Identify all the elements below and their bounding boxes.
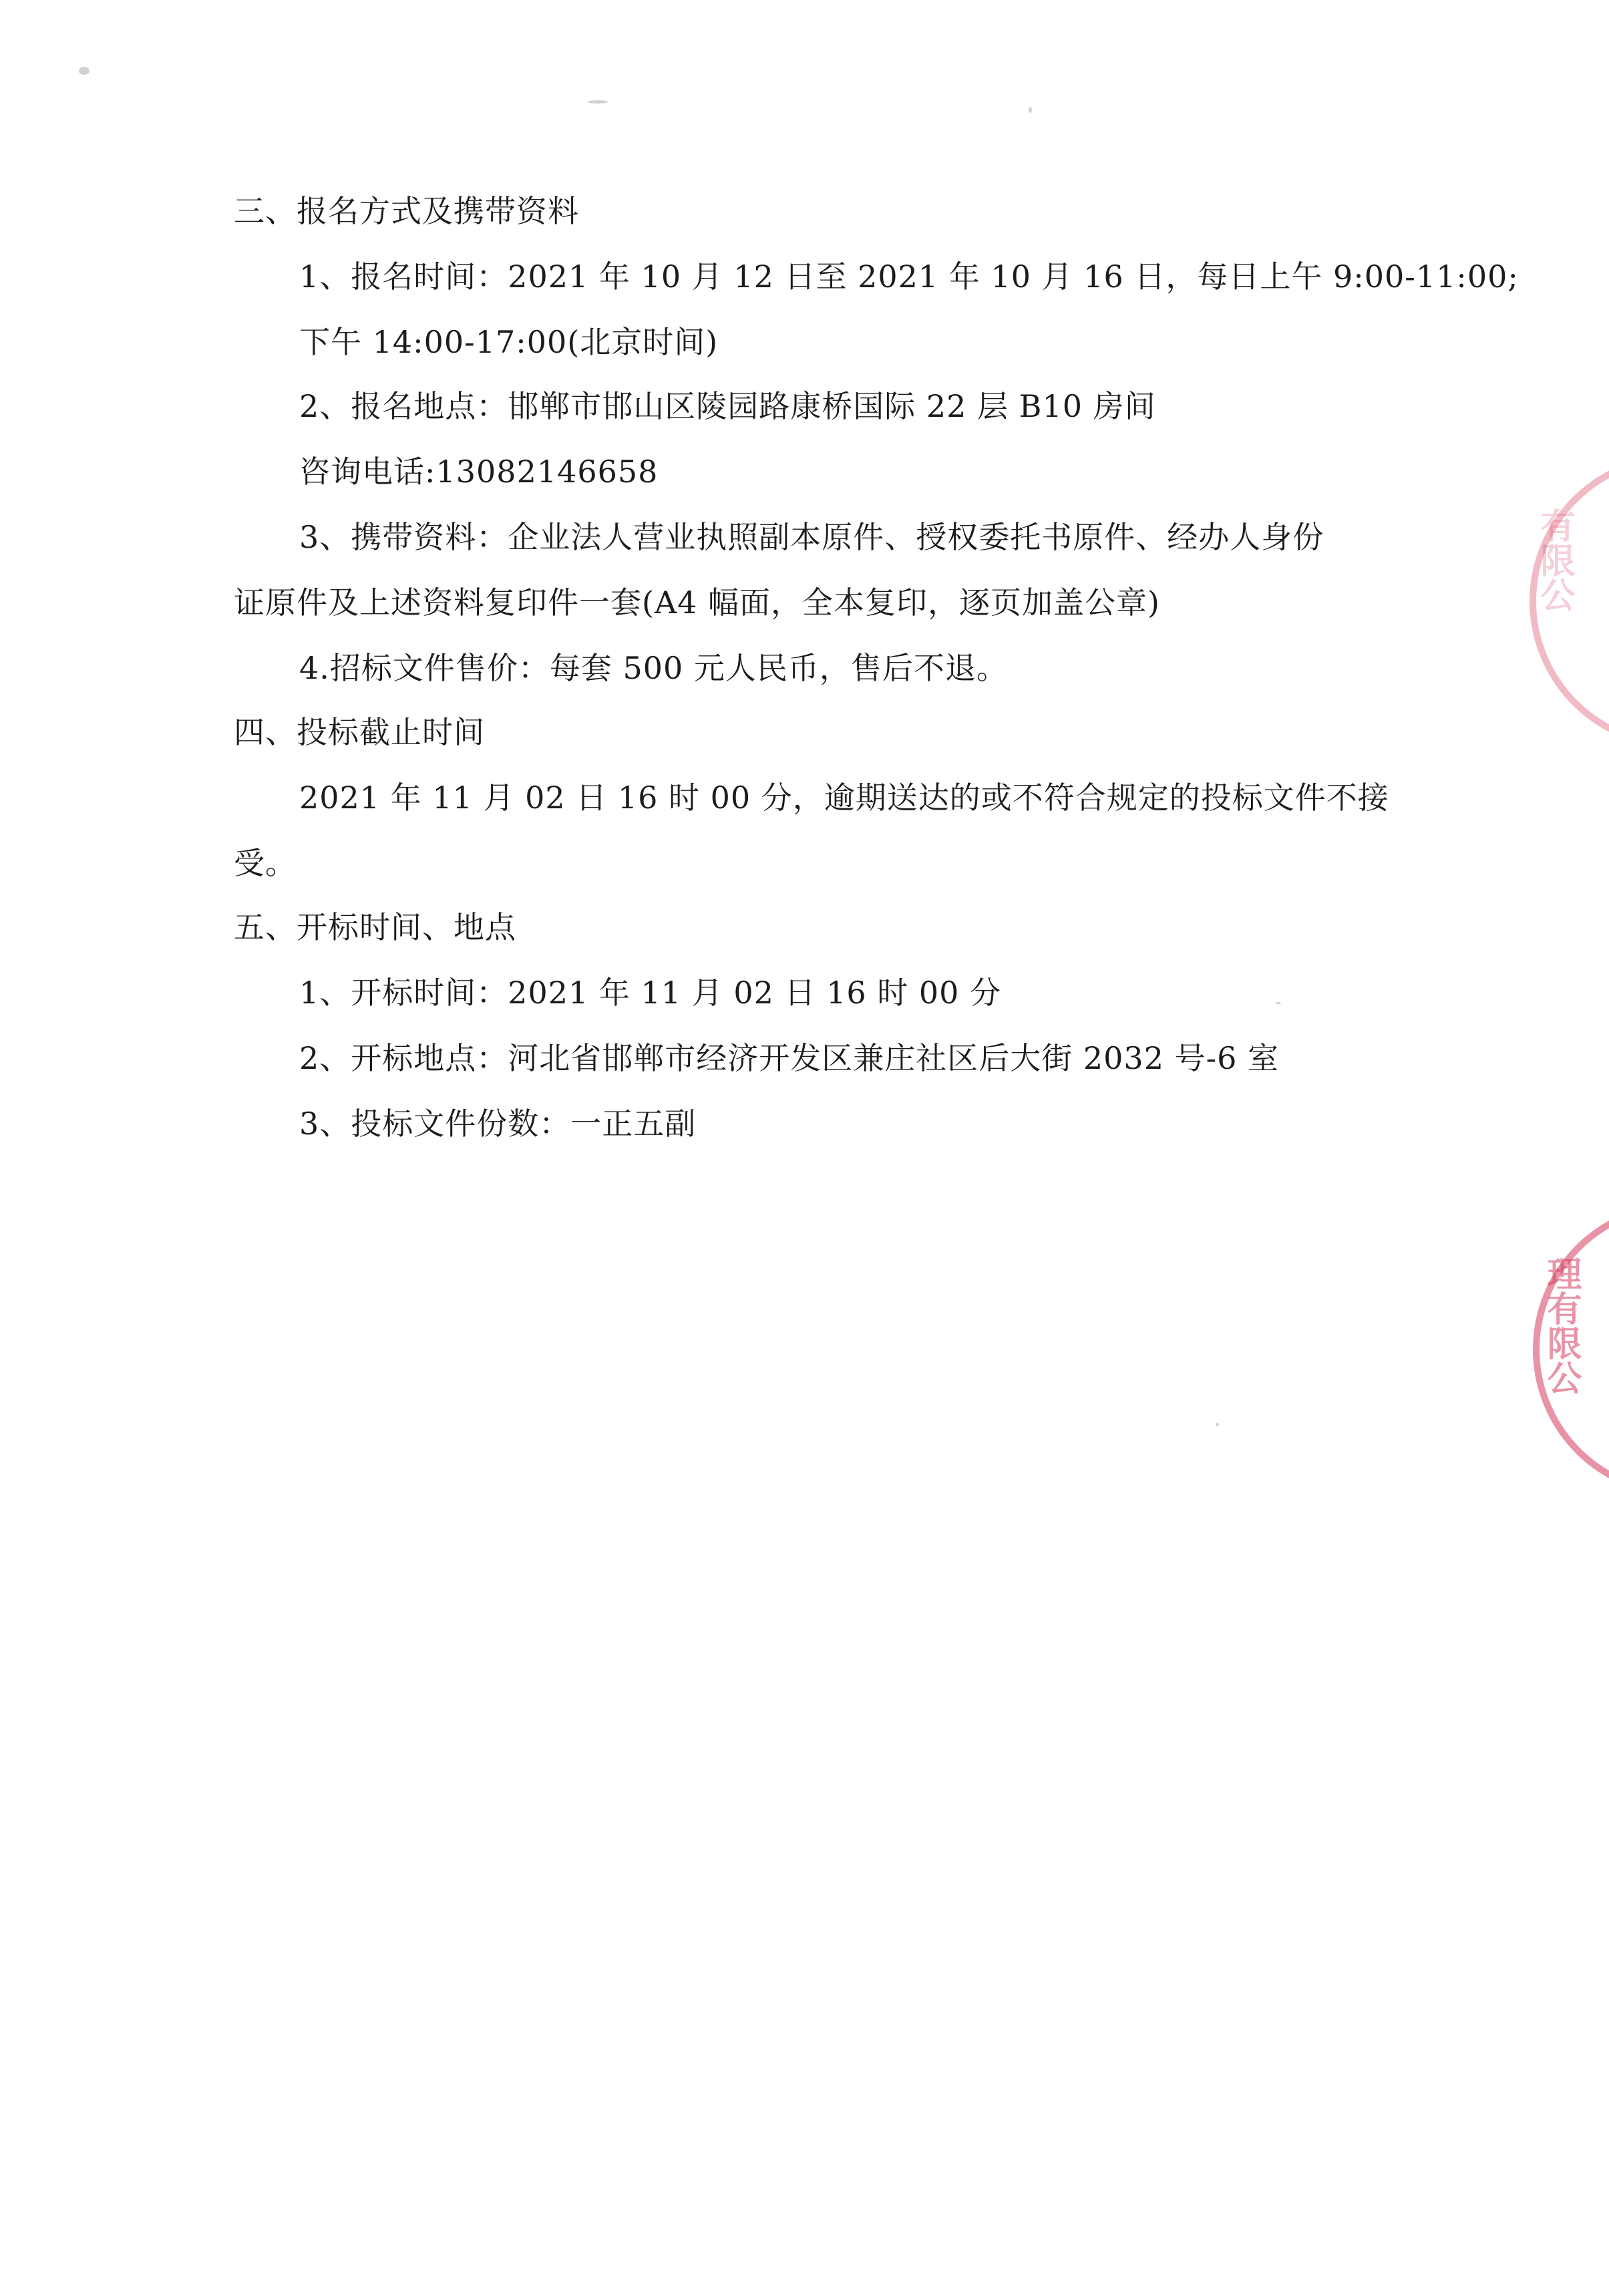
lower-seal-text: 理有限公 (1541, 1256, 1582, 1395)
document-price: 4.招标文件售价：每套 500 元人民币，售后不退。 (299, 650, 1008, 686)
scan-speck (1276, 1002, 1281, 1004)
deadline-line1: 2021 年 11 月 02 日 16 时 00 分，逾期送达的或不符合规定的投标文件不接 (299, 780, 1389, 816)
section3-heading: 三、报名方式及携带资料 (234, 193, 579, 229)
section4-heading: 四、投标截止时间 (234, 714, 485, 750)
scan-speck (588, 100, 608, 104)
registration-time-line1: 1、报名时间：2021 年 10 月 12 日至 2021 年 10 月 16 日，每日上午 9:00-11:00; (299, 259, 1519, 295)
opening-location: 2、开标地点：河北省邯郸市经济开发区兼庄社区后大街 2032 号-6 室 (299, 1040, 1280, 1076)
deadline-line2: 受。 (234, 845, 297, 881)
scan-speck (1216, 1423, 1219, 1426)
section5-heading: 五、开标时间、地点 (234, 909, 516, 945)
scan-speck (79, 67, 90, 75)
consult-phone: 咨询电话:13082146658 (299, 454, 659, 490)
required-materials-line2: 证原件及上述资料复印件一套(A4 幅面，全本复印，逐页加盖公章) (234, 585, 1161, 621)
upper-seal-text: 有限公 (1534, 508, 1575, 612)
required-materials-line1: 3、携带资料：企业法人营业执照副本原件、授权委托书原件、经办人身份 (299, 519, 1324, 555)
scan-speck (1029, 107, 1032, 113)
registration-time-line2: 下午 14:00-17:00(北京时间) (299, 324, 719, 360)
registration-location: 2、报名地点：邯郸市邯山区陵园路康桥国际 22 层 B10 房间 (299, 388, 1156, 424)
bid-copies: 3、投标文件份数：一正五副 (299, 1106, 697, 1142)
opening-time: 1、开标时间：2021 年 11 月 02 日 16 时 00 分 (299, 975, 1002, 1011)
